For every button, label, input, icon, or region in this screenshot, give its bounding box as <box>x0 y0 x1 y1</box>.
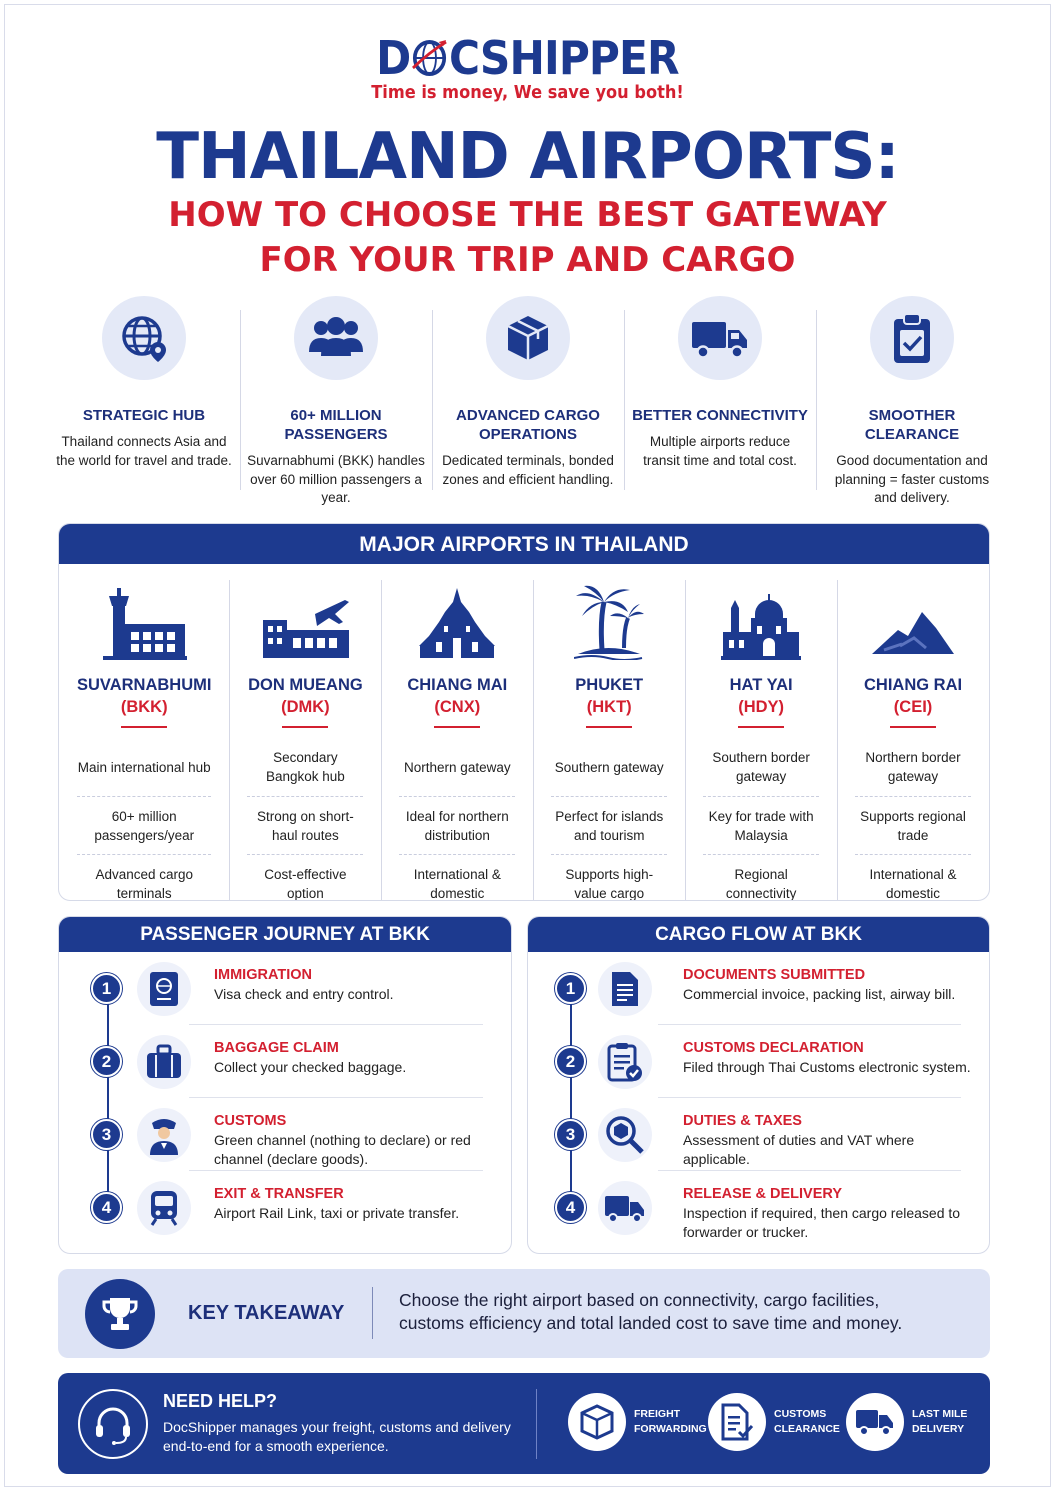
step-desc: Commercial invoice, packing list, airway bill. <box>683 986 956 1002</box>
delivery-truck-icon <box>846 1393 904 1451</box>
step-number: 1 <box>555 973 586 1004</box>
airport-detail: Advanced cargo terminals <box>77 854 211 901</box>
step-desc: Inspection if required, then cargo released to forwarder or trucker. <box>683 1205 961 1240</box>
feature-title: ADVANCED CARGO OPERATIONS <box>456 407 600 443</box>
feature-desc: Thailand connects Asia and the world for travel and trade. <box>56 434 232 468</box>
people-icon <box>294 296 378 380</box>
page-subtitle-line2: FOR YOUR TRIP AND CARGO <box>259 240 796 280</box>
feature-desc: Multiple airports reduce transit time and total cost. <box>643 434 797 468</box>
globe-plane-icon <box>411 38 448 78</box>
feature-title: 60+ MILLION PASSENGERS <box>284 407 388 443</box>
help-divider <box>536 1389 537 1459</box>
panel-title: PASSENGER JOURNEY AT BKK <box>59 917 511 952</box>
brand-name <box>376 30 679 86</box>
takeaway-line: Choose the right airport based on connectivity, cargo facilities, <box>399 1290 880 1310</box>
takeaway-line: customs efficiency and total landed cost to save time and money. <box>399 1313 903 1333</box>
service-label-line: LAST MILE <box>912 1408 968 1420</box>
step-desc: Filed through Thai Customs electronic system. <box>683 1059 971 1075</box>
palm-island-icon <box>551 580 667 660</box>
service-label-line: CUSTOMS <box>774 1408 827 1420</box>
cargo-step <box>528 952 989 1025</box>
step-number: 4 <box>555 1192 586 1223</box>
service-customs-clearance[interactable] <box>708 1393 846 1451</box>
airport-role: Northern gateway <box>404 759 511 775</box>
airport-code: (DMK) <box>281 698 330 716</box>
airport-detail: International & domestic <box>855 854 971 901</box>
airport-detail: Strong on short-haul routes <box>247 796 363 854</box>
service-label-line: FREIGHT <box>634 1408 681 1420</box>
service-label <box>634 1407 706 1437</box>
airport-role: Southern border gateway <box>712 750 810 784</box>
feature-clearance <box>816 296 1008 505</box>
terminal-plane-icon <box>247 580 363 660</box>
airport-name: CHIANG RAI <box>863 676 963 694</box>
temple-icon <box>399 580 515 660</box>
airport-detail: Supports regional trade <box>855 796 971 854</box>
service-label-line: FORWARDING <box>634 1423 707 1435</box>
baggage-icon <box>137 1035 191 1089</box>
feature-passengers <box>240 296 432 505</box>
help-line: DocShipper manages your freight, customs and delivery <box>163 1419 511 1435</box>
journey-step <box>59 1098 511 1171</box>
boxes-icon <box>486 296 570 380</box>
airport-detail: Key for trade with Malaysia <box>703 796 819 854</box>
delivery-truck-icon <box>598 1181 652 1235</box>
airport-detail: International & domestic <box>399 854 515 901</box>
red-divider <box>282 726 328 728</box>
help-line: end-to-end for a smooth experience. <box>163 1438 389 1454</box>
airport-name: CHIANG MAI <box>407 676 508 694</box>
red-divider <box>434 726 480 728</box>
airport-card-cei <box>837 564 989 901</box>
step-title: CUSTOMS DECLARATION <box>683 1040 864 1056</box>
step-title: CUSTOMS <box>214 1113 287 1129</box>
service-label <box>774 1407 846 1437</box>
step-number: 2 <box>555 1046 586 1077</box>
cargo-step <box>528 1098 989 1171</box>
cargo-flow-panel <box>527 916 990 1254</box>
airport-detail: Perfect for islands and tourism <box>551 796 667 854</box>
service-label-line: CLEARANCE <box>774 1423 840 1435</box>
feature-title: BETTER CONNECTIVITY <box>632 407 808 424</box>
step-number: 1 <box>91 973 122 1004</box>
journey-step <box>59 1025 511 1098</box>
feature-strategic-hub <box>48 296 240 496</box>
step-desc: Collect your checked baggage. <box>214 1059 407 1075</box>
globe-pin-icon <box>102 296 186 380</box>
step-title: EXIT & TRANSFER <box>214 1186 344 1202</box>
service-label <box>912 1407 984 1437</box>
airport-name: SUVARNABHUMI <box>77 676 212 694</box>
step-title: DUTIES & TAXES <box>683 1113 802 1129</box>
step-title: BAGGAGE CLAIM <box>214 1040 339 1056</box>
airport-role: Main international hub <box>77 759 211 775</box>
airport-card-hdy <box>685 564 837 901</box>
document-check-icon <box>708 1393 766 1451</box>
feature-title: SMOOTHER CLEARANCE <box>864 407 960 443</box>
service-freight-forwarding[interactable] <box>568 1393 706 1451</box>
need-help-banner <box>58 1373 990 1474</box>
help-text <box>163 1418 511 1456</box>
airport-card-dmk <box>229 564 381 901</box>
document-icon <box>598 962 652 1016</box>
brand-name-right: CSHIPPER <box>449 31 679 85</box>
airport-card-cnx <box>381 564 533 901</box>
takeaway-text <box>399 1289 902 1335</box>
airport-detail: Cost-effective option <box>247 854 363 901</box>
airport-name: HAT YAI <box>729 676 793 694</box>
mountains-icon <box>855 580 971 660</box>
service-label-line: DELIVERY <box>912 1423 965 1435</box>
airport-detail: Regional connectivity <box>703 854 819 901</box>
airport-card-bkk <box>59 564 229 901</box>
feature-title: STRATEGIC HUB <box>82 407 206 424</box>
page-title: THAILAND AIRPORTS: <box>156 120 899 194</box>
red-divider <box>738 726 784 728</box>
feature-connectivity <box>624 296 816 496</box>
feature-desc: Dedicated terminals, bonded zones and efficient handling. <box>442 453 614 487</box>
takeaway-divider <box>372 1287 373 1339</box>
step-desc: Green channel (nothing to declare) or red channel (declare goods). <box>214 1132 471 1167</box>
red-divider <box>586 726 632 728</box>
section-title: MAJOR AIRPORTS IN THAILAND <box>59 524 989 564</box>
feature-strip <box>48 296 1008 505</box>
airport-card-hkt <box>533 564 685 901</box>
airport-detail: Supports high-value cargo <box>551 854 667 901</box>
feature-cargo-operations <box>432 296 624 496</box>
airport-detail: 60+ million passengers/year <box>77 796 211 854</box>
panel-title: CARGO FLOW AT BKK <box>528 917 989 952</box>
mosque-icon <box>703 580 819 660</box>
headset-icon <box>78 1389 148 1459</box>
step-desc: Assessment of duties and VAT where applicable. <box>683 1132 915 1167</box>
airport-code: (CNX) <box>434 698 481 716</box>
airport-code: (CEI) <box>893 698 933 716</box>
step-desc: Visa check and entry control. <box>214 986 394 1002</box>
airport-role: Southern gateway <box>554 759 664 775</box>
airport-name: PHUKET <box>575 676 644 694</box>
step-number: 3 <box>555 1119 586 1150</box>
step-title: DOCUMENTS SUBMITTED <box>683 967 866 983</box>
cargo-step <box>528 1025 989 1098</box>
truck-icon <box>678 296 762 380</box>
service-last-mile-delivery[interactable] <box>846 1393 984 1451</box>
step-number: 3 <box>91 1119 122 1150</box>
step-number: 2 <box>91 1046 122 1077</box>
step-number: 4 <box>91 1192 122 1223</box>
airport-role: Northern border gateway <box>865 750 961 784</box>
trophy-icon <box>85 1279 155 1349</box>
airport-code: (HDY) <box>738 698 785 716</box>
major-airports-section <box>58 523 990 901</box>
airport-name: DON MUEANG <box>248 676 363 694</box>
box-icon <box>568 1393 626 1451</box>
airport-detail: Ideal for northern distribution <box>399 796 515 854</box>
brand-name-left: D <box>376 31 411 85</box>
passenger-journey-panel <box>58 916 512 1254</box>
feature-desc: Good documentation and planning = faster customs and delivery. <box>834 453 990 505</box>
help-title: NEED HELP? <box>163 1391 278 1411</box>
journey-step <box>59 952 511 1025</box>
step-title: RELEASE & DELIVERY <box>683 1186 842 1202</box>
red-divider <box>890 726 936 728</box>
step-desc: Airport Rail Link, taxi or private transfer. <box>214 1205 460 1221</box>
feature-desc: Suvarnabhumi (BKK) handles over 60 million passengers a year. <box>247 453 425 505</box>
journey-step <box>59 1171 511 1244</box>
train-icon <box>137 1181 191 1235</box>
clipboard-check-icon <box>870 296 954 380</box>
brand-tagline: Time is money, We save you both! <box>371 82 684 103</box>
takeaway-label: KEY TAKEAWAY <box>188 1302 345 1324</box>
airport-code: (BKK) <box>120 698 168 716</box>
magnifier-box-icon <box>598 1108 652 1162</box>
control-tower-icon <box>77 580 211 660</box>
passport-icon <box>137 962 191 1016</box>
red-divider <box>121 726 167 728</box>
airport-role: Secondary Bangkok hub <box>266 750 345 784</box>
page-subtitle-line1: HOW TO CHOOSE THE BEST GATEWAY <box>168 195 887 235</box>
airport-code: (HKT) <box>586 698 632 716</box>
cargo-step <box>528 1171 989 1244</box>
key-takeaway-banner <box>58 1269 990 1358</box>
brand-logo <box>0 30 1055 103</box>
step-title: IMMIGRATION <box>214 967 312 983</box>
declaration-check-icon <box>598 1035 652 1089</box>
customs-officer-icon <box>137 1108 191 1162</box>
